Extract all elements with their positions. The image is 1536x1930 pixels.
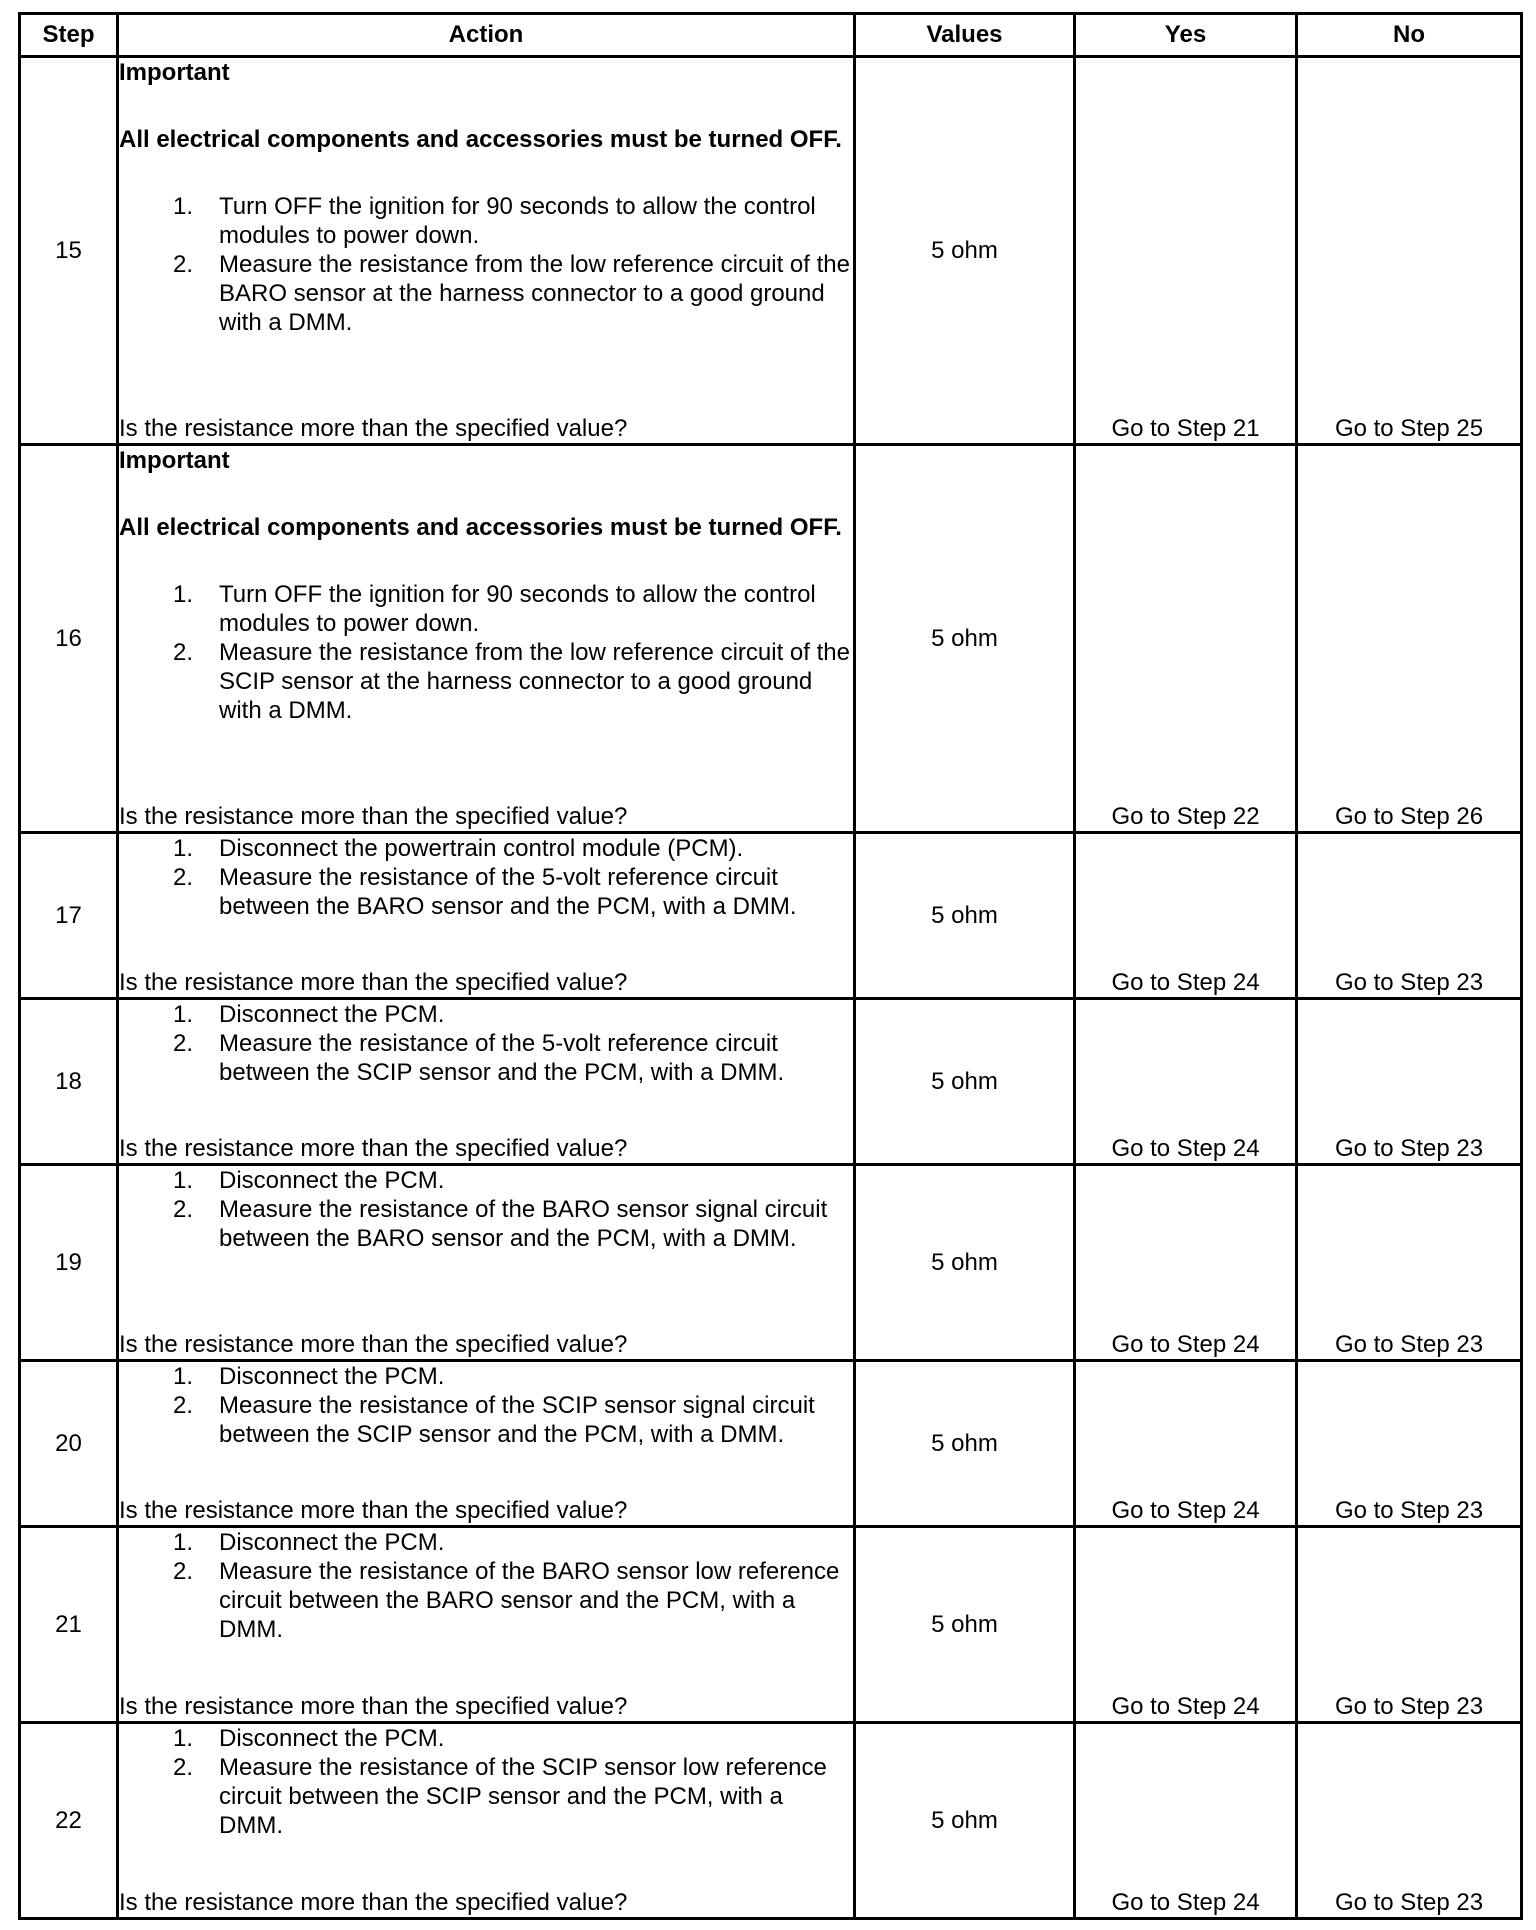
list-item (119, 1195, 853, 1253)
action-cell (118, 57, 855, 445)
list-item-text: Measure the resistance of the SCIP sensor low reference circuit between the SCIP sensor and the PCM, with a DMM. (219, 1754, 827, 1839)
list-item-number: 1. (172, 581, 193, 608)
step-number: 15 (20, 57, 118, 445)
important-note: All electrical components and accessories must be turned OFF. (119, 514, 842, 541)
table-row (20, 1723, 1522, 1919)
question-text: Is the resistance more than the specified value? (119, 1497, 628, 1524)
procedure-list (119, 1000, 853, 1087)
list-item (119, 1557, 853, 1644)
yes-cell: Go to Step 24 (1075, 1165, 1297, 1361)
header-action: Action (118, 14, 855, 57)
procedure-list (119, 834, 853, 921)
table-row (20, 445, 1522, 833)
list-item-number: 1. (172, 1001, 193, 1028)
list-item-text: Measure the resistance of the 5-volt reference circuit between the BARO sensor and the PCM, with a DMM. (219, 864, 797, 920)
list-item-number: 1. (172, 1529, 193, 1556)
yes-cell: Go to Step 24 (1075, 1723, 1297, 1919)
step-number: 19 (20, 1165, 118, 1361)
header-values: Values (855, 14, 1075, 57)
important-heading: Important (119, 59, 230, 86)
list-item-text: Measure the resistance of the 5-volt reference circuit between the SCIP sensor and the PCM, with a DMM. (219, 1030, 785, 1086)
list-item-text: Disconnect the PCM. (219, 1529, 445, 1556)
list-item (119, 1000, 853, 1029)
header-row (20, 14, 1522, 57)
list-item-number: 1. (172, 193, 193, 220)
procedure-list (119, 1528, 853, 1644)
table-row (20, 57, 1522, 445)
no-cell: Go to Step 26 (1297, 445, 1522, 833)
no-cell: Go to Step 23 (1297, 1723, 1522, 1919)
list-item (119, 1391, 853, 1449)
list-item-number: 2. (172, 1754, 193, 1781)
list-item-text: Measure the resistance of the SCIP sensor signal circuit between the SCIP sensor and the PCM, with a DMM. (219, 1392, 815, 1448)
procedure-list (119, 192, 853, 337)
question-text: Is the resistance more than the specified value? (119, 969, 628, 996)
list-item (119, 638, 853, 725)
list-item-number: 2. (172, 1392, 193, 1419)
procedure-list (119, 580, 853, 725)
no-cell: Go to Step 23 (1297, 1527, 1522, 1723)
list-item-text: Disconnect the PCM. (219, 1725, 445, 1752)
list-item (119, 834, 853, 863)
no-cell: Go to Step 23 (1297, 1361, 1522, 1527)
list-item-number: 1. (172, 1725, 193, 1752)
yes-cell: Go to Step 24 (1075, 833, 1297, 999)
no-cell: Go to Step 25 (1297, 57, 1522, 445)
yes-cell: Go to Step 24 (1075, 1361, 1297, 1527)
no-cell: Go to Step 23 (1297, 833, 1522, 999)
action-cell (118, 1723, 855, 1919)
important-note: All electrical components and accessories must be turned OFF. (119, 126, 842, 153)
procedure-list (119, 1362, 853, 1449)
no-cell: Go to Step 23 (1297, 1165, 1522, 1361)
list-item-number: 2. (172, 639, 193, 666)
header-step: Step (20, 14, 118, 57)
step-number: 22 (20, 1723, 118, 1919)
header-no: No (1297, 14, 1522, 57)
table-row (20, 1527, 1522, 1723)
list-item-number: 2. (172, 864, 193, 891)
yes-cell: Go to Step 21 (1075, 57, 1297, 445)
yes-cell: Go to Step 24 (1075, 1527, 1297, 1723)
value-cell: 5 ohm (855, 445, 1075, 833)
question-text: Is the resistance more than the specified value? (119, 1889, 628, 1916)
yes-cell: Go to Step 22 (1075, 445, 1297, 833)
list-item (119, 1362, 853, 1391)
list-item-text: Disconnect the powertrain control module (PCM). (219, 835, 744, 862)
action-cell (118, 999, 855, 1165)
list-item-text: Disconnect the PCM. (219, 1001, 445, 1028)
list-item (119, 1724, 853, 1753)
value-cell: 5 ohm (855, 1527, 1075, 1723)
list-item-text: Disconnect the PCM. (219, 1167, 445, 1194)
list-item-number: 1. (172, 1167, 193, 1194)
action-cell (118, 1527, 855, 1723)
header-yes: Yes (1075, 14, 1297, 57)
question-text: Is the resistance more than the specified value? (119, 415, 628, 442)
list-item (119, 1029, 853, 1087)
list-item (119, 1528, 853, 1557)
table-row (20, 833, 1522, 999)
value-cell: 5 ohm (855, 57, 1075, 445)
list-item (119, 863, 853, 921)
value-cell: 5 ohm (855, 1361, 1075, 1527)
step-number: 16 (20, 445, 118, 833)
action-cell (118, 1165, 855, 1361)
list-item-text: Turn OFF the ignition for 90 seconds to allow the control modules to power down. (219, 193, 816, 249)
list-item (119, 192, 853, 250)
step-number: 18 (20, 999, 118, 1165)
procedure-list (119, 1166, 853, 1253)
list-item-number: 2. (172, 1196, 193, 1223)
question-text: Is the resistance more than the specified value? (119, 1135, 628, 1162)
step-number: 17 (20, 833, 118, 999)
list-item-text: Disconnect the PCM. (219, 1363, 445, 1390)
list-item-text: Measure the resistance from the low reference circuit of the BARO sensor at the harness connector to a good ground with a DMM. (219, 251, 850, 336)
table-row (20, 1361, 1522, 1527)
action-cell (118, 1361, 855, 1527)
question-text: Is the resistance more than the specified value? (119, 803, 628, 830)
list-item (119, 1166, 853, 1195)
value-cell: 5 ohm (855, 999, 1075, 1165)
list-item (119, 250, 853, 337)
question-text: Is the resistance more than the specified value? (119, 1693, 628, 1720)
list-item-number: 1. (172, 835, 193, 862)
list-item-text: Measure the resistance of the BARO sensor signal circuit between the BARO sensor and the PCM, with a DMM. (219, 1196, 828, 1252)
list-item-number: 1. (172, 1363, 193, 1390)
list-item-text: Turn OFF the ignition for 90 seconds to allow the control modules to power down. (219, 581, 816, 637)
list-item-number: 2. (172, 251, 193, 278)
action-cell (118, 445, 855, 833)
important-heading: Important (119, 447, 230, 474)
list-item-text: Measure the resistance of the BARO sensor low reference circuit between the BARO sensor and the PCM, with a DMM. (219, 1558, 840, 1643)
step-number: 20 (20, 1361, 118, 1527)
table-row (20, 999, 1522, 1165)
list-item-number: 2. (172, 1030, 193, 1057)
procedure-list (119, 1724, 853, 1840)
value-cell: 5 ohm (855, 1165, 1075, 1361)
no-cell: Go to Step 23 (1297, 999, 1522, 1165)
diagnostic-table (18, 12, 1523, 1920)
question-text: Is the resistance more than the specified value? (119, 1331, 628, 1358)
list-item (119, 580, 853, 638)
table-row (20, 1165, 1522, 1361)
value-cell: 5 ohm (855, 833, 1075, 999)
list-item (119, 1753, 853, 1840)
list-item-number: 2. (172, 1558, 193, 1585)
list-item-text: Measure the resistance from the low reference circuit of the SCIP sensor at the harness connector to a good ground with a DMM. (219, 639, 850, 724)
yes-cell: Go to Step 24 (1075, 999, 1297, 1165)
action-cell (118, 833, 855, 999)
value-cell: 5 ohm (855, 1723, 1075, 1919)
step-number: 21 (20, 1527, 118, 1723)
